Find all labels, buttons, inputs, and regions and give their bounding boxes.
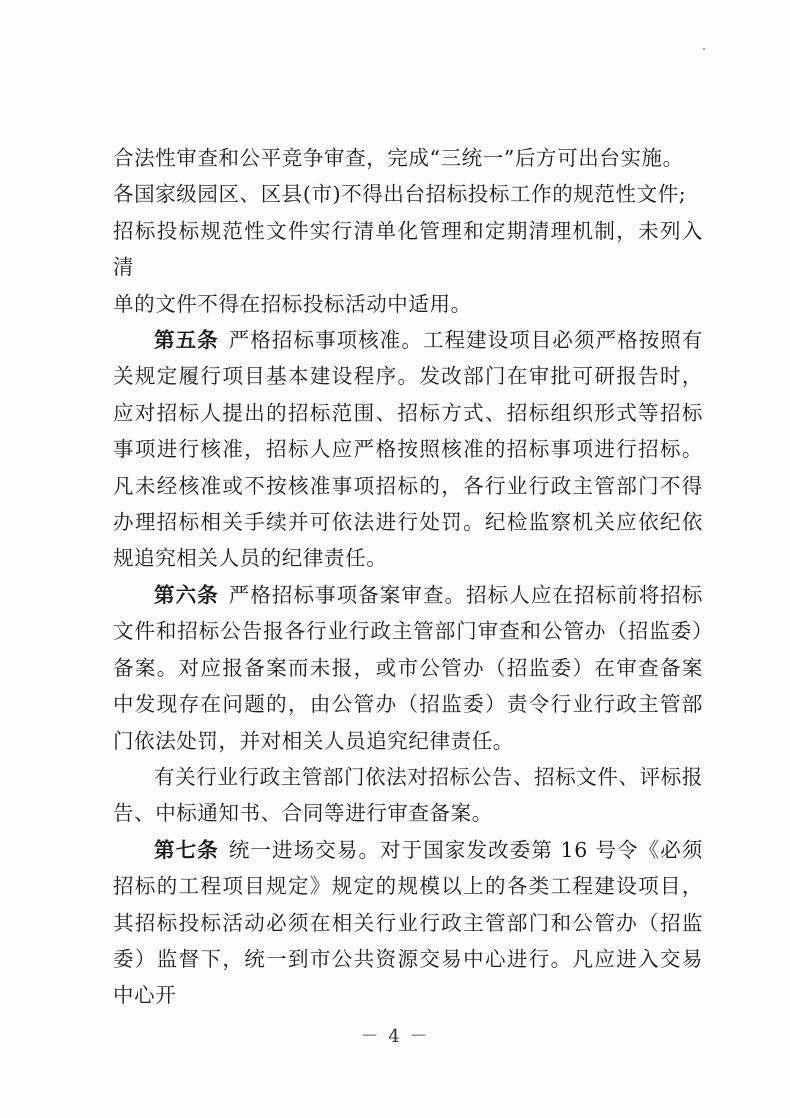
article-6-body: 严格招标事项备案审查。招标人应在招标前将招标文件和招标公告报各行业行政主管部门审查和公管办（招监委）备案。对应报备案而未报，或市公管办（招监委）在审查备案中发现存在问题的，由公管办（招监委）责令行业行政主管部门依法处罚，并对相关人员追究纪律责任。	[113, 582, 703, 753]
article-7-body: 统一进场交易。对于国家发改委第 16 号令《必须招标的工程项目规定》规定的规模以上的各类工程建设项目，其招标投标活动必须在相关行业行政主管部门和公管办（招监委）监督下，统一到市公共资源交易中心进行。凡应进入交易中心开	[113, 837, 703, 1008]
article-6-heading: 第六条	[154, 582, 219, 607]
article-7	[113, 832, 703, 1014]
article-6	[113, 577, 703, 759]
article-5-body: 严格招标事项核准。工程建设项目必须严格按照有关规定履行项目基本建设程序。发改部门在审批可研报告时，应对招标人提出的招标范围、招标方式、招标组织形式等招标事项进行核准，招标人应严格按照核准的招标事项进行招标。凡未经核准或不按核准事项招标的，各行业行政主管部门不得办理招标相关手续并可依法进行处罚。纪检监察机关应依纪依规追究相关人员的纪律责任。	[113, 328, 703, 571]
scan-speck	[703, 48, 705, 50]
article-5-heading: 第五条	[154, 328, 219, 353]
intro-line-2: 各国家级园区、区县(市)不得出台招标投标工作的规范性文件;	[113, 182, 687, 207]
intro-line-3: 招标投标规范性文件实行清单化管理和定期清理机制，未列入清	[113, 218, 703, 280]
article-7-heading: 第七条	[154, 837, 219, 862]
article-5	[113, 322, 703, 577]
page-number: － 4 －	[360, 1026, 430, 1047]
intro-line-4: 单的文件不得在招标投标活动中适用。	[113, 291, 472, 316]
intro-line-1: 合法性审查和公平竞争审查，完成“三统一”后方可出台实施。	[113, 146, 684, 170]
article-6-supplement: 有关行业行政主管部门依法对招标公告、招标文件、评标报告、中标通知书、合同等进行审查备案。	[113, 764, 703, 826]
document-body	[113, 140, 703, 1014]
